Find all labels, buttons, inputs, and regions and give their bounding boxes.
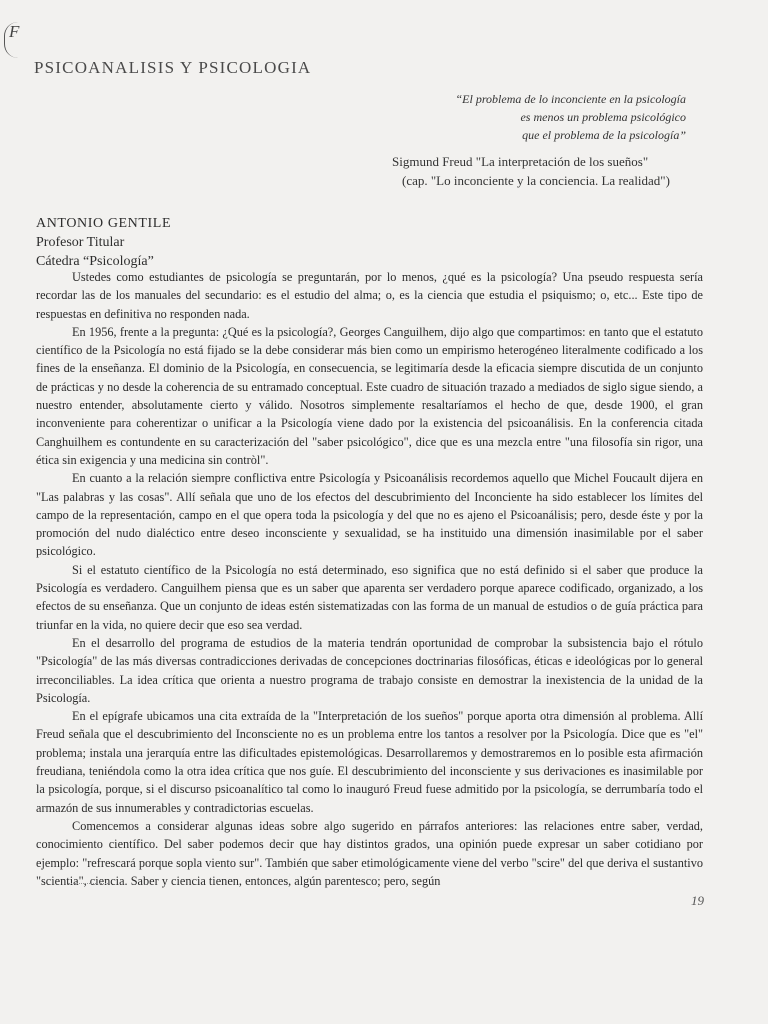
author-chair: Cátedra “Psicología”	[36, 254, 154, 269]
epigraph-source-line: (cap. "Lo inconciente y la conciencia. La realidad")	[402, 173, 670, 188]
paragraph: Ustedes como estudiantes de psicología se preguntarán, por lo menos, ¿qué es la psicología? Una pseudo respuesta sería recordar las de los manuales del secundario: es el estudio del alma; o, es la ciencia que estudia el psiquismo; o, etc... Este tipo de respuestas en definitiva no responden nada.	[36, 270, 703, 321]
paragraph: Comencemos a considerar algunas ideas sobre algo sugerido en párrafos anteriores: las relaciones entre saber, verdad, conocimiento científico. Del saber podemos decir que hay distintos grados, una opinión puede expresar un saber cotidiano por ejemplo: "refrescará porque sopla viento sur". También que saber etimológicamente viene del verbo "scire" del que deriva el sustantivo "scientia", ciencia. Saber y ciencia tienen, entonces, algún parentesco; pero, según	[36, 818, 703, 888]
scan-artifact	[68, 883, 108, 885]
handwritten-margin-mark: F	[4, 22, 28, 58]
page-number: 19	[691, 893, 704, 908]
paragraph: En cuanto a la relación siempre conflictiva entre Psicología y Psicoanálisis recordemos aquello que Michel Foucault dijera en "Las palabras y las cosas". Allí señala que uno de los efectos del descubrimiento del Inconciente ha sido establecer los límites del campo de la representación, campo en el que opera toda la psicología y del que no es ajeno el Psicoanálisis; pero, desde éste y por la promoción del nudo dialéctico entre deseo inconsciente y sexualidad, se ha instituido una dimensión inasimilable por el saber psicológico.	[36, 471, 703, 559]
author-name: ANTONIO GENTILE	[36, 216, 172, 231]
epigraph-line: es menos un problema psicológico	[520, 110, 686, 124]
epigraph-source	[392, 152, 702, 190]
body-text	[36, 268, 703, 890]
author-role: Profesor Titular	[36, 235, 125, 250]
author-block	[36, 214, 171, 271]
paragraph: En el desarrollo del programa de estudios de la materia tendrán oportunidad de comprobar la subsistencia bajo el rótulo "Psicología" de las más diversas contradicciones derivadas de concepciones doctrinarias filosóficas, éticas e ideológicas por lo general irreconciliables. La idea crítica que orienta a nuestro programa de trabajo consiste en demostrar la inexistencia de la unidad de la Psicología.	[36, 635, 703, 705]
document-title: PSICOANALISIS Y PSICOLOGIA	[34, 58, 312, 77]
epigraph-quote	[306, 90, 686, 144]
epigraph-line: que el problema de la psicología”	[522, 128, 686, 142]
paragraph: En el epígrafe ubicamos una cita extraída de la "Interpretación de los sueños" porque aporta otra dimensión al problema. Allí Freud señala que el descubrimiento del Inconsciente no es un problema entre los tantos a resolver por la Psicología. Dice que es "el" problema; instala una jerarquía entre las dificultades epistemológicas. Desarrollaremos y demostraremos en lo posible esta afirmación freudiana, teniéndola como la otra idea crítica que nos guíe. El descubrimiento del inconsciente y sus derivaciones es inasimilable por la psicología, porque, si el discurso psicoanalítico tal como lo inauguró Freud fuese admitido por la psicología, se derrumbaría todo el armazón de sus innumerables y contradictorias escuelas.	[36, 709, 703, 815]
paragraph: En 1956, frente a la pregunta: ¿Qué es la psicología?, Georges Canguilhem, dijo algo que compartimos: en tanto que el estatuto científico de la Psicología no está fijado se la debe considerar más bien como un empirismo heterogéneo literalmente codificado a los fines de la enseñanza. El dominio de la Psicología, en consecuencia, se legitimaría desde la eficacia siempre discutida de un conjunto de prácticas y no desde la coherencia de su entramado conceptual. Este cuadro de situación trazado a mediados de siglo sigue siendo, a nuestro entender, absolutamente cierto y válido. Nosotros simplemente resaltaríamos el hecho de que, desde 1900, el gran inconveniente para coherentizar o unificar a la Psicología viene dado por la existencia del psicoanálisis. En la conferencia citada Canghuilhem es contundente en su caracterización del "saber psicológico", dice que es una mezcla entre "una filosofía sin rigor, una ética sin exigencia y una medicina sin contròl".	[36, 324, 703, 467]
epigraph-source-line: Sigmund Freud "La interpretación de los sueños"	[392, 154, 649, 169]
epigraph-line: “El problema de lo inconciente en la psicología	[455, 92, 686, 106]
paragraph: Si el estatuto científico de la Psicología no está determinado, eso significa que no está definido si el saber que produce la Psicología es verdadero. Canguilhem piensa que es un saber que aparenta ser verdadero porque aparece codificado, organizado, a los efectos de su enseñanza. Que un conjunto de ideas estén sistematizadas con las forma de un manual de estudios o de guía práctica para triunfar en la vida, no quiere decir que eso sea verdad.	[36, 562, 703, 632]
